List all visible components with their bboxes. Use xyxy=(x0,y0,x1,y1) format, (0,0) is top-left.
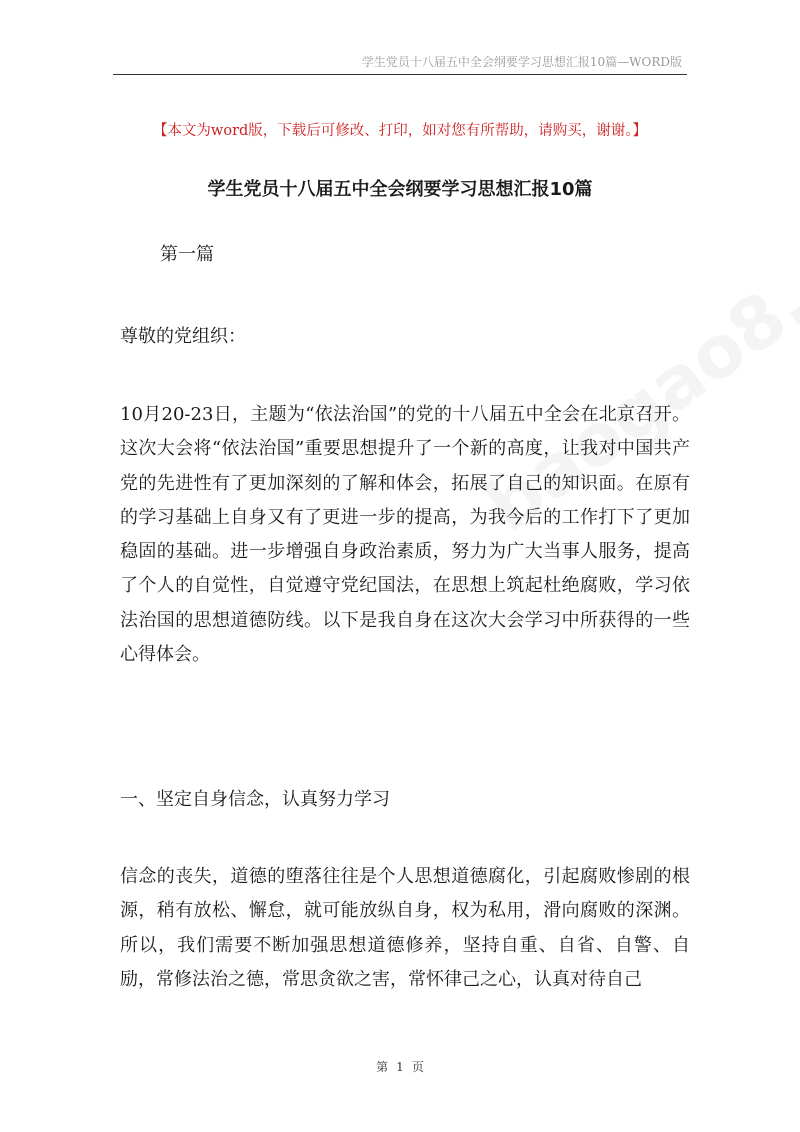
page-footer xyxy=(0,1058,800,1075)
footer-suffix: 页 xyxy=(411,1060,424,1074)
section-label: 第一篇 xyxy=(160,244,214,265)
page-header-text: 学生党员十八届五中全会纲要学习思想汇报10篇—WORD版 xyxy=(361,55,682,69)
body-paragraph-2: 信念的丧失，道德的堕落往往是个人思想道德腐化，引起腐败惨剧的根源，稍有放松、懈怠，就可能放纵自身，权为私用，滑向腐败的深渊。所以，我们需要不断加强思想道德修养，坚持自重、自省、自警、自励，常修法治之德，常思贪欲之害，常怀律己之心，认真对待自己 xyxy=(120,866,690,990)
page-number: 1 xyxy=(396,1060,404,1074)
document-title: 学生党员十八届五中全会纲要学习思想汇报10篇 xyxy=(207,179,593,200)
header-divider xyxy=(113,74,687,75)
greeting: 尊敬的党组织： xyxy=(120,326,246,347)
subheading-1: 一、坚定自身信念，认真努力学习 xyxy=(120,789,390,810)
footer-prefix: 第 xyxy=(376,1060,389,1074)
body-paragraph-1: 10月20-23日，主题为“依法治国”的党的十八届五中全会在北京召开。这次大会将“依法治国”重要思想提升了一个新的高度，让我对中国共产党的先进性有了更加深刻的了解和体会，拓展了自己的知识面。在原有的学习基础上自身又有了更进一步的提高，为我今后的工作打下了更加稳固的基础。进一步增强自身政治素质，努力为广大当事人服务，提高了个人的自觉性，自觉遵守党纪国法，在思想上筑起杜绝腐败，学习依法治国的思想道德防线。以下是我自身在这次大会学习中所获得的一些心得体会。 xyxy=(120,404,690,666)
purchase-notice: 【本文为word版，下载后可修改、打印，如对您有所帮助，请购买，谢谢。】 xyxy=(152,123,648,139)
